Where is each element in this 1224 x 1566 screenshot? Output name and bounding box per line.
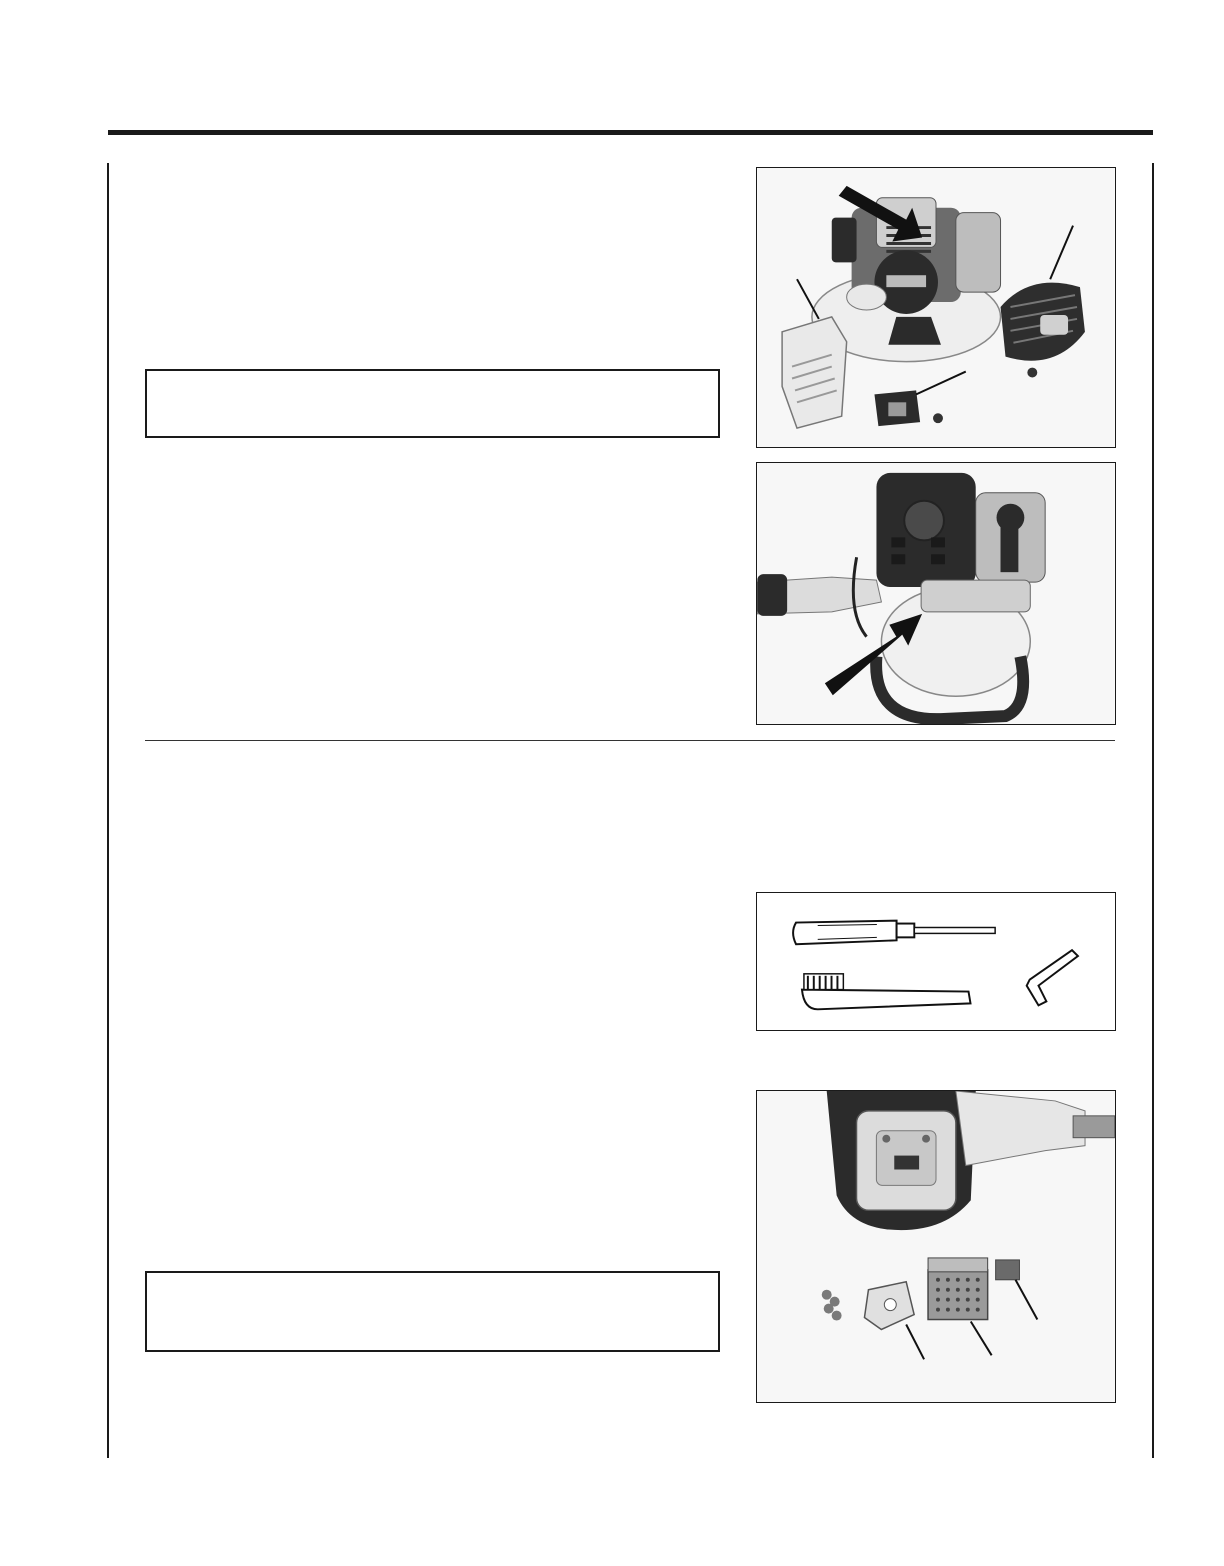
tools-illustration-icon bbox=[757, 893, 1115, 1030]
engine-disassembly-photo-icon bbox=[757, 168, 1115, 447]
muffler-disassembly-photo-icon bbox=[757, 1091, 1115, 1402]
header-rule bbox=[108, 130, 1153, 135]
right-margin-rule bbox=[1152, 163, 1154, 1458]
figure-engine-top-view bbox=[756, 462, 1116, 725]
figure-tools bbox=[756, 892, 1116, 1031]
note-box-2 bbox=[145, 1271, 720, 1352]
engine-top-view-photo-icon bbox=[757, 463, 1115, 724]
note-box-1 bbox=[145, 369, 720, 438]
section-divider bbox=[145, 740, 1115, 741]
left-margin-rule bbox=[107, 163, 109, 1458]
figure-engine-disassembly bbox=[756, 167, 1116, 448]
figure-muffler-disassembly bbox=[756, 1090, 1116, 1403]
